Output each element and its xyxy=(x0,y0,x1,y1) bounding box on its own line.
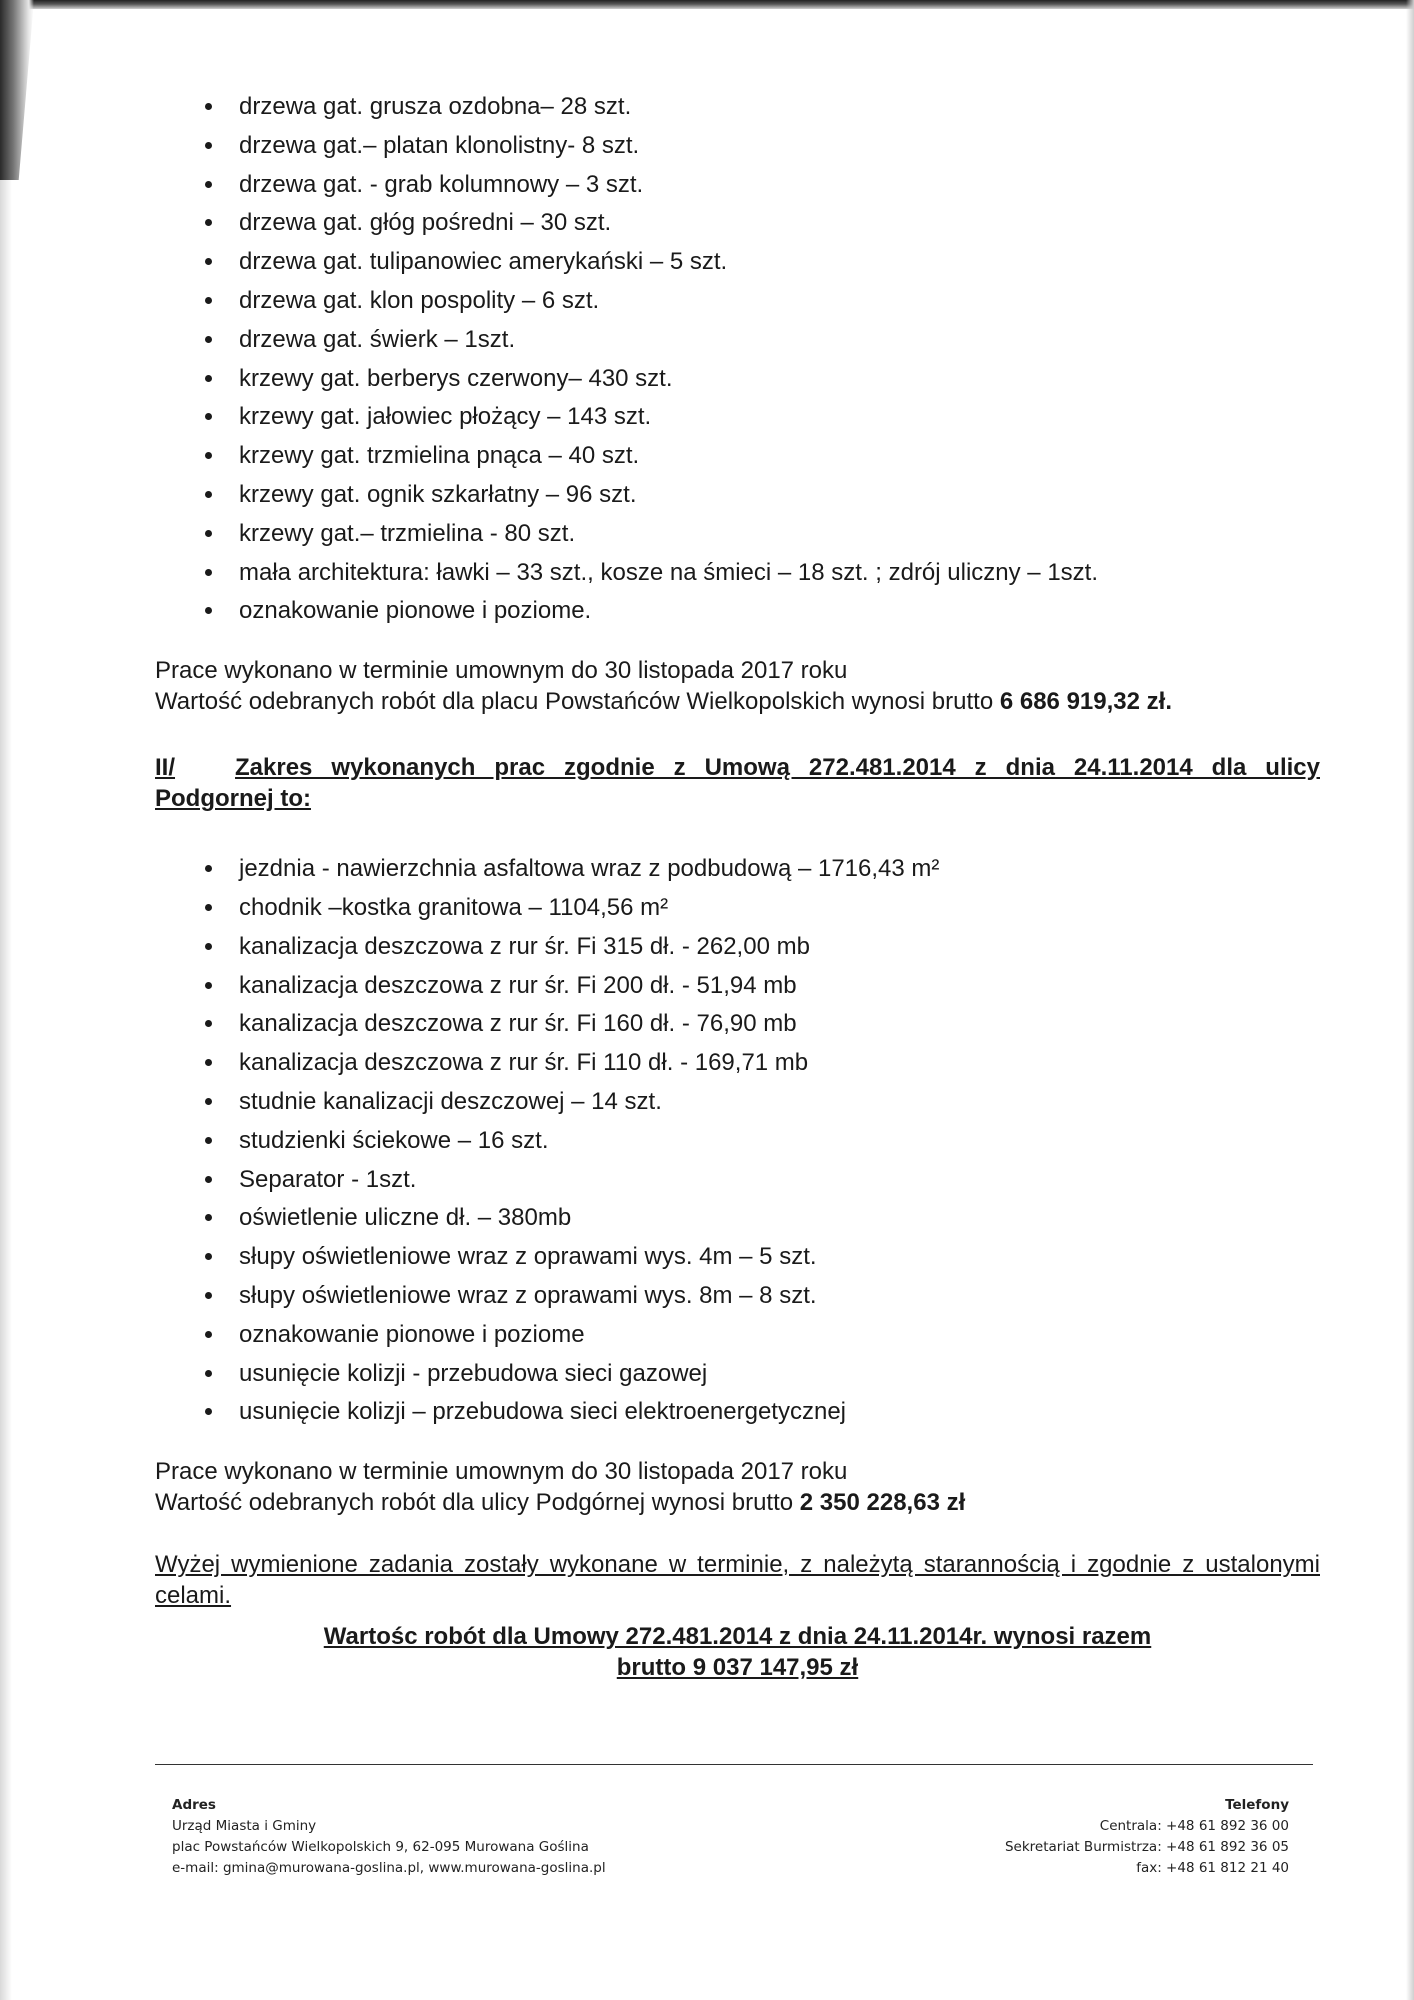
list-item xyxy=(155,1355,1320,1394)
list-item-text: oznakowanie pionowe i poziome. xyxy=(239,597,592,625)
list-item-text: drzewa gat. grusza ozdobna– 28 szt. xyxy=(239,93,632,120)
scan-edge-top xyxy=(0,0,1414,9)
list-item xyxy=(155,850,1320,889)
list-item-text: krzewy gat. trzmielina pnąca – 40 szt. xyxy=(239,442,640,470)
list-item-text: krzewy gat. ognik szkarłatny – 96 szt. xyxy=(239,480,637,508)
list-item xyxy=(155,1122,1320,1161)
footer-address-heading: Adres xyxy=(172,1797,216,1813)
bullet-icon xyxy=(205,375,212,382)
bullet-icon xyxy=(205,1059,212,1066)
list-item xyxy=(155,1005,1320,1044)
list-item-text: krzewy gat. jałowiec płożący – 143 szt. xyxy=(239,403,652,431)
list-item xyxy=(155,127,1320,166)
list-item xyxy=(155,1238,1320,1277)
list-item xyxy=(155,1161,1320,1200)
scan-shadow-right xyxy=(1406,0,1414,2000)
list-item xyxy=(155,204,1320,243)
section2-number: II/ xyxy=(155,754,176,782)
summary2-line2 xyxy=(155,1487,1320,1518)
bullet-icon xyxy=(205,1137,212,1144)
bullet-icon xyxy=(205,607,212,614)
total-line1: Wartośc robót dla Umowy 272.481.2014 z dnia 24.11.2014r. wynosi razem xyxy=(323,1623,1152,1651)
list-item xyxy=(155,1199,1320,1238)
list-item xyxy=(155,321,1320,360)
list-item-text: kanalizacja deszczowa z rur śr. Fi 200 dł. - 51,94 mb xyxy=(239,971,797,999)
bullet-icon xyxy=(205,1253,212,1260)
list-item-text: drzewa gat. klon pospolity – 6 szt. xyxy=(239,286,600,314)
list-item xyxy=(155,360,1320,399)
list-item-text: studzienki ściekowe – 16 szt. xyxy=(239,1126,549,1154)
list-item xyxy=(155,1316,1320,1355)
list-item xyxy=(155,1277,1320,1316)
scan-edge-left xyxy=(0,0,34,180)
total-line2: brutto 9 037 147,95 zł xyxy=(616,1654,859,1682)
scan-shadow-left xyxy=(0,180,12,2000)
list-item-text: usunięcie kolizji – przebudowa sieci elektroenergetycznej xyxy=(239,1398,846,1426)
completion-note: Wyżej wymienione zadania zostały wykonane w terminie, z należytą starannością i zgodnie z ustalonymi celami. xyxy=(155,1551,1320,1610)
list-item-text: krzewy gat. berberys czerwony– 430 szt. xyxy=(239,364,673,392)
summary2-line1: Prace wykonano w terminie umownym do 30 listopada 2017 roku xyxy=(155,1458,848,1486)
footer-phone-line: Sekretariat Burmistrza: +48 61 892 36 05 xyxy=(1004,1839,1289,1855)
section2-heading xyxy=(155,752,1320,814)
footer-phone-line: Centrala: +48 61 892 36 00 xyxy=(1099,1818,1289,1834)
list-item-text: studnie kanalizacji deszczowej – 14 szt. xyxy=(239,1087,662,1115)
bullet-icon xyxy=(205,569,212,576)
list-item-text: mała architektura: ławki – 33 szt., kosze na śmieci – 18 szt. ; zdrój uliczny – 1szt. xyxy=(239,558,1099,586)
section2-heading-line2: Podgornej to: xyxy=(155,785,311,813)
list-item xyxy=(155,554,1320,593)
summary1-amount: 6 686 919,32 zł. xyxy=(999,688,1172,716)
summary1-line1: Prace wykonano w terminie umownym do 30 listopada 2017 roku xyxy=(155,657,848,685)
bullet-icon xyxy=(205,142,212,149)
bullet-icon xyxy=(205,181,212,188)
bullet-icon xyxy=(205,943,212,950)
footer-phones xyxy=(1005,1795,1289,1879)
bullet-icon xyxy=(205,1020,212,1027)
bullet-icon xyxy=(205,865,212,872)
list-item xyxy=(155,476,1320,515)
bullet-icon xyxy=(205,1176,212,1183)
bullet-icon xyxy=(205,258,212,265)
footer-address-line: Urząd Miasta i Gminy xyxy=(172,1818,317,1834)
bullet-icon xyxy=(205,904,212,911)
list-item-text: chodnik –kostka granitowa – 1104,56 m² xyxy=(239,893,669,921)
bullet-icon xyxy=(205,297,212,304)
list-item-text: słupy oświetleniowe wraz z oprawami wys. 8m – 8 szt. xyxy=(239,1281,817,1309)
list-item-text: drzewa gat. głóg pośredni – 30 szt. xyxy=(239,209,612,237)
footer-email-line: e-mail: gmina@murowana-goslina.pl, www.murowana-goslina.pl xyxy=(172,1860,606,1876)
bullet-icon xyxy=(205,336,212,343)
bullet-icon xyxy=(205,1098,212,1105)
list-item xyxy=(155,1083,1320,1122)
list-item-text: kanalizacja deszczowa z rur śr. Fi 160 dł. - 76,90 mb xyxy=(239,1010,797,1038)
document-body xyxy=(155,88,1320,1683)
list-item xyxy=(155,166,1320,205)
summary1-line2 xyxy=(155,686,1320,717)
list-item xyxy=(155,1393,1320,1432)
bullet-icon xyxy=(205,1331,212,1338)
footer-address xyxy=(172,1795,606,1879)
bullet-icon xyxy=(205,219,212,226)
list-item-text: drzewa gat.– platan klonolistny- 8 szt. xyxy=(239,131,640,159)
list-plants-architecture xyxy=(155,88,1320,631)
list-item xyxy=(155,592,1320,631)
bullet-icon xyxy=(205,530,212,537)
bullet-icon xyxy=(205,1292,212,1299)
section2-heading-line1 xyxy=(155,752,1320,783)
list-item xyxy=(155,243,1320,282)
list-item xyxy=(155,515,1320,554)
list-item-text: jezdnia - nawierzchnia asfaltowa wraz z podbudową – 1716,43 m² xyxy=(239,855,940,883)
list-item xyxy=(155,928,1320,967)
bullet-icon xyxy=(205,103,212,110)
bullet-icon xyxy=(205,413,212,420)
list-works-podgorna xyxy=(155,850,1320,1432)
list-item-text: oznakowanie pionowe i poziome xyxy=(239,1320,585,1348)
list-item xyxy=(155,889,1320,928)
list-item-text: krzewy gat.– trzmielina - 80 szt. xyxy=(239,519,576,547)
list-item-text: słupy oświetleniowe wraz z oprawami wys. 4m – 5 szt. xyxy=(239,1243,817,1271)
list-item-text: kanalizacja deszczowa z rur śr. Fi 110 dł. - 169,71 mb xyxy=(239,1049,809,1077)
bullet-icon xyxy=(205,1214,212,1221)
list-item-text: drzewa gat. tulipanowiec amerykański – 5 szt. xyxy=(239,248,728,276)
summary2-label: Wartość odebranych robót dla ulicy Podgórnej wynosi brutto xyxy=(155,1489,800,1517)
list-item-text: kanalizacja deszczowa z rur śr. Fi 315 dł. - 262,00 mb xyxy=(239,932,810,960)
list-item-text: Separator - 1szt. xyxy=(239,1165,417,1193)
footer-fax-line: fax: +48 61 812 21 40 xyxy=(1136,1860,1289,1876)
list-item xyxy=(155,437,1320,476)
bullet-icon xyxy=(205,491,212,498)
summary1-label: Wartość odebranych robót dla placu Powstańców Wielkopolskich wynosi brutto xyxy=(155,688,1000,716)
list-item xyxy=(155,1044,1320,1083)
section2-title: Zakres wykonanych prac zgodnie z Umową 272.481.2014 z dnia 24.11.2014 dla ulicy xyxy=(235,754,1320,782)
bullet-icon xyxy=(205,452,212,459)
list-item xyxy=(155,967,1320,1006)
list-item xyxy=(155,282,1320,321)
list-item-text: drzewa gat. świerk – 1szt. xyxy=(239,325,516,353)
list-item-text: oświetlenie uliczne dł. – 380mb xyxy=(239,1204,572,1232)
footer-divider xyxy=(155,1764,1313,1765)
list-item-text: drzewa gat. - grab kolumnowy – 3 szt. xyxy=(239,170,644,198)
list-item-text: usunięcie kolizji - przebudowa sieci gazowej xyxy=(239,1359,708,1387)
bullet-icon xyxy=(205,982,212,989)
list-item xyxy=(155,398,1320,437)
bullet-icon xyxy=(205,1408,212,1415)
list-item xyxy=(155,88,1320,127)
footer-address-line: plac Powstańców Wielkopolskich 9, 62-095 Murowana Goślina xyxy=(172,1839,589,1855)
summary2-amount: 2 350 228,63 zł xyxy=(799,1489,966,1517)
bullet-icon xyxy=(205,1370,212,1377)
footer-phones-heading: Telefony xyxy=(1225,1797,1289,1813)
